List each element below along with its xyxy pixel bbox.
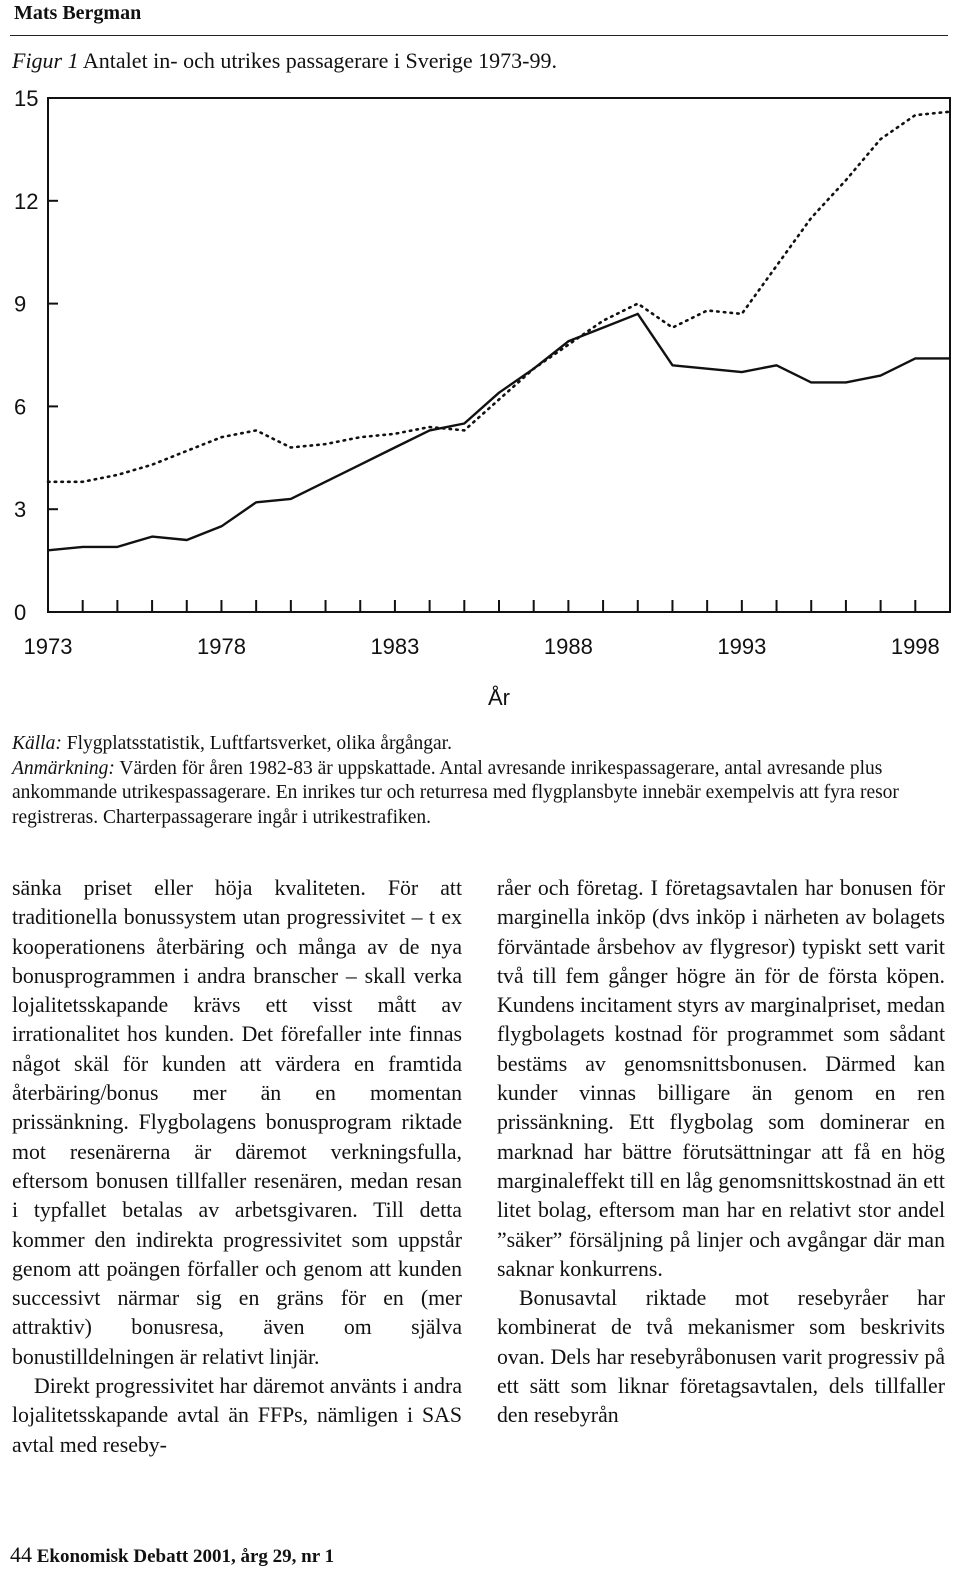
journal-citation: Ekonomisk Debatt 2001, årg 29, nr 1 <box>36 1546 335 1567</box>
y-tick-label: 6 <box>14 394 27 420</box>
x-tick-label: 1998 <box>890 634 940 659</box>
figure-caption <box>12 48 557 74</box>
passenger-line-chart <box>0 88 960 718</box>
y-axis-ticks <box>14 88 58 625</box>
figure-notes <box>12 732 948 830</box>
series-line-inrikes <box>48 314 950 550</box>
y-tick-label: 12 <box>14 188 39 214</box>
x-tick-label: 1988 <box>543 634 593 659</box>
x-tick-label: 1983 <box>370 634 420 659</box>
body-column-right <box>497 874 945 1431</box>
y-tick-label: 15 <box>14 88 39 111</box>
body-column-left <box>12 874 462 1460</box>
paragraph: Direkt progressivitet har däremot använts i andra lojalitetsskapande avtal än FFPs, nämligen i SAS avtal med reseby- <box>12 1374 462 1457</box>
paragraph: råer och företag. I företagsavtalen har bonusen för marginella inköp (dvs inköp i närheten av bolagets förväntade årsbehov av flygresor) typiskt sett varit två till fem gånger högre än för de första köpen. Kundens incitament styrs av marginalpriset, medan flygbolagets kostnad för programmet som sådant bestäms av genomsnittsbonusen. Därmed kan kunder vinnas billigare än genom en ren prissänkning. Ett flygbolag som dominerar en marknad har bättre förutsättningar att få en hög marginaleffekt till en låg genomsnittskostnad än ett litet bolag, eftersom man har en relativt stor andel ”säker” försäljning på linjer och avgångar där man saknar konkurrens. <box>497 876 945 1281</box>
x-tick-label: 1973 <box>23 634 73 659</box>
header-rule <box>10 35 948 36</box>
page-footer <box>10 1542 334 1568</box>
x-tick-label: 1978 <box>196 634 246 659</box>
source-label: Källa: <box>12 733 62 754</box>
x-axis-label: År <box>488 685 510 710</box>
remark-text: Värden för åren 1982-83 är uppskattade. Antal avresande inrikespassagerare, antal avresande plus ankommande utrikespassagerare. En inrikes tur och returresa med flygplansbyte innebär exempelvis att fyra resor registreras. Charterpassagerare ingår i utrikestrafiken. <box>12 757 899 828</box>
y-tick-label: 0 <box>14 600 27 625</box>
y-tick-label: 3 <box>14 497 27 523</box>
paragraph: Bonusavtal riktade mot resebyråer har kombinerat de två mekanismer som beskrivits ovan. Dels har resebyråbonusen varit progressiv på ett sätt som liknar företagsavtalen, dels tillfaller den resebyrån <box>497 1286 945 1428</box>
series-line-utrikes <box>48 112 950 482</box>
figure-label: Figur 1 <box>12 48 79 73</box>
page-number: 44 <box>10 1542 32 1567</box>
source-text: Flygplatsstatistik, Luftfartsverket, olika årgångar. <box>61 733 452 754</box>
series-lines <box>48 112 950 551</box>
running-head-author: Mats Bergman <box>14 2 142 24</box>
y-tick-label: 9 <box>14 291 27 317</box>
remark-label: Anmärkning: <box>12 757 115 779</box>
x-tick-label: 1993 <box>717 634 767 659</box>
plot-frame <box>48 98 950 612</box>
paragraph: sänka priset eller höja kvaliteten. För att traditionella bonussystem utan progressivitet – t ex kooperationens återbäring och många av de nya bonusprogrammen i andra branscher – skall verka lojalitetsskapande krävs ett visst mått av irrationalitet hos kunden. Det förefaller inte finnas något skäl för kunden att värdera en framtida återbäring/bonus mer än en momentan prissänkning. Flygbolagens bonusprogram riktade mot resenärerna är däremot verkningsfulla, eftersom bonusen tillfaller resenären, medan resan i typfallet betalas av arbetsgivaren. Till detta kommer den indirekta progressivitet som uppstår genom att poängen förfaller och genom att kunden successivt närmar sig en gräns för en (mer attraktiv) bonusresa, även om själva bonustilldelningen är relativt linjär. <box>12 876 462 1369</box>
figure-title: Antalet in- och utrikes passagerare i Sverige 1973-99. <box>82 48 557 73</box>
x-axis-ticks <box>24 600 950 659</box>
